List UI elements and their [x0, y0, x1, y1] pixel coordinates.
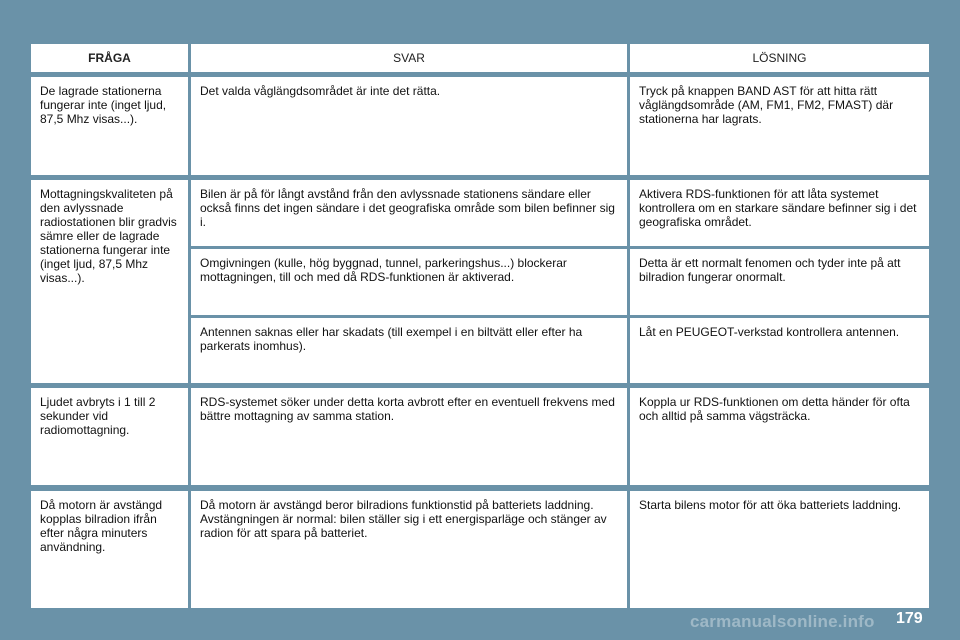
solution-cell: Detta är ett normalt fenomen och tyder inte på att bilradion fungerar onormalt. [630, 249, 929, 315]
header-solution: LÖSNING [630, 44, 929, 72]
solution-cell: Koppla ur RDS-funktionen om detta händer för ofta och alltid på samma vägsträcka. [630, 388, 929, 485]
answer-cell: Antennen saknas eller har skadats (till exempel i en biltvätt eller efter ha parkerats inomhus). [191, 318, 627, 383]
answer-cell: Omgivningen (kulle, hög byggnad, tunnel, parkeringshus...) blockerar mottagningen, till och med då RDS-funktionen är aktiverad. [191, 249, 627, 315]
solution-cell: Tryck på knappen BAND AST för att hitta rätt våglängdsområde (AM, FM1, FM2, FMAST) där stationerna har lagrats. [630, 77, 929, 175]
answer-cell: Det valda våglängdsområdet är inte det rätta. [191, 77, 627, 175]
question-cell: Mottagningskvaliteten på den avlyssnade radiostationen blir gradvis sämre eller de lagrade stationerna fungerar inte (inget ljud, 87,5 Mhz visas...). [31, 180, 188, 383]
question-cell: Då motorn är avstängd kopplas bilradion ifrån efter några minuters användning. [31, 491, 188, 608]
watermark: carmanualsonline.info [690, 612, 875, 631]
troubleshooting-table [31, 44, 929, 608]
answer-cell: Bilen är på för långt avstånd från den avlyssnade stationens sändare eller också finns det ingen sändare i det geografiska område som bilen befinner sig i. [191, 180, 627, 246]
solution-cell: Aktivera RDS-funktionen för att låta systemet kontrollera om en starkare sändare befinner sig i det geografiska området. [630, 180, 929, 246]
answer-cell: RDS-systemet söker under detta korta avbrott efter en eventuell frekvens med bättre mottagning av samma station. [191, 388, 627, 485]
answer-cell: Då motorn är avstängd beror bilradions funktionstid på batteriets laddning. Avstängningen är normal: bilen ställer sig i ett energisparläge och stänger av radion för att spara på batteriet. [191, 491, 627, 608]
header-answer: SVAR [191, 44, 627, 72]
solution-cell: Låt en PEUGEOT-verkstad kontrollera antennen. [630, 318, 929, 383]
header-question: FRÅGA [31, 44, 188, 72]
page-number: 179 [896, 610, 923, 627]
question-cell: De lagrade stationerna fungerar inte (inget ljud, 87,5 Mhz visas...). [31, 77, 188, 175]
question-cell: Ljudet avbryts i 1 till 2 sekunder vid radiomottagning. [31, 388, 188, 485]
solution-cell: Starta bilens motor för att öka batteriets laddning. [630, 491, 929, 608]
